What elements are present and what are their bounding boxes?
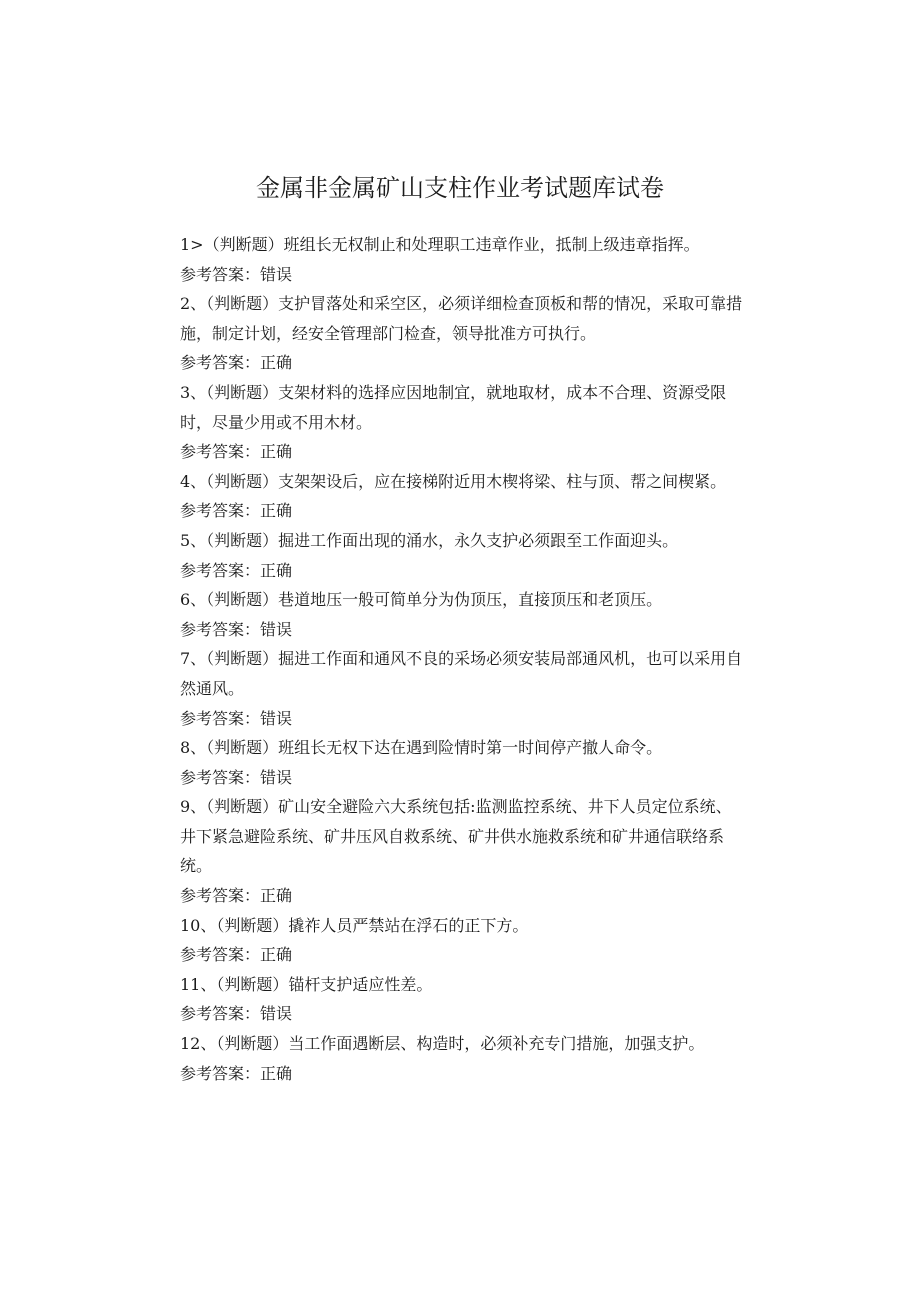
answer-text-8: 参考答案：错误 bbox=[180, 767, 293, 787]
answer-text-4: 参考答案：正确 bbox=[180, 501, 293, 521]
question-text-4: 4、（判断题）支架架设后，应在接梯附近用木楔将梁、柱与顶、帮之间楔紧。 bbox=[180, 471, 727, 491]
answer-text-2: 参考答案：正确 bbox=[180, 353, 293, 373]
answer-text-6: 参考答案：错误 bbox=[180, 619, 293, 639]
question-text-1: 1>（判断题）班组长无权制止和处理职工违章作业，抵制上级违章指挥。 bbox=[180, 235, 700, 254]
question-text-5: 5、（判断题）掘进工作面出现的涌水，永久支护必须跟至工作面迎头。 bbox=[180, 530, 679, 550]
question-text-11: 11、（判断题）锚杆支护适应性差。 bbox=[180, 974, 433, 994]
question-text-3: 3、（判断题）支架材料的选择应因地制宜，就地取材，成本不合理、资源受限时，尽量少用或不用木材。 bbox=[180, 382, 727, 432]
question-text-7: 7、（判断题）掘进工作面和通风不良的采场必须安装局部通风机，也可以采用自然通风。 bbox=[180, 649, 743, 698]
answer-text-5: 参考答案：正确 bbox=[180, 560, 293, 580]
answer-text-1: 参考答案：错误 bbox=[180, 264, 293, 284]
answer-text-3: 参考答案：正确 bbox=[180, 442, 293, 462]
answer-text-9: 参考答案：正确 bbox=[180, 886, 293, 906]
question-text-8: 8、（判断题）班组长无权下达在遇到险情时第一时间停产撤人命令。 bbox=[180, 738, 663, 758]
question-text-10: 10、（判断题）撬祚人员严禁站在浮石的正下方。 bbox=[180, 915, 529, 935]
question-text-12: 12、（判断题）当工作面遇断层、构造时，必须补充专门措施，加强支护。 bbox=[180, 1034, 705, 1054]
question-list bbox=[180, 230, 745, 1088]
page-title: 金属非金属矿山支柱作业考试题库试卷 bbox=[256, 174, 664, 202]
question-text-9: 9、（判断题）矿山安全避险六大系统包括:监测监控系统、井下人员定位系统、井下紧急避险系统、矿井压风自救系统、矿井供水施救系统和矿井通信联络系统。 bbox=[180, 797, 732, 876]
answer-text-12: 参考答案：正确 bbox=[180, 1063, 293, 1083]
answer-text-10: 参考答案：正确 bbox=[180, 945, 293, 965]
answer-text-7: 参考答案：错误 bbox=[180, 708, 293, 728]
question-text-2: 2、（判断题）支护冒落处和采空区，必须详细检查顶板和帮的情况，采取可靠措施，制定计划，经安全管理部门检查，领导批准方可执行。 bbox=[180, 294, 743, 343]
question-text-6: 6、（判断题）巷道地压一般可简单分为伪顶压，直接顶压和老顶压。 bbox=[180, 590, 663, 610]
answer-text-11: 参考答案：错误 bbox=[180, 1004, 293, 1024]
